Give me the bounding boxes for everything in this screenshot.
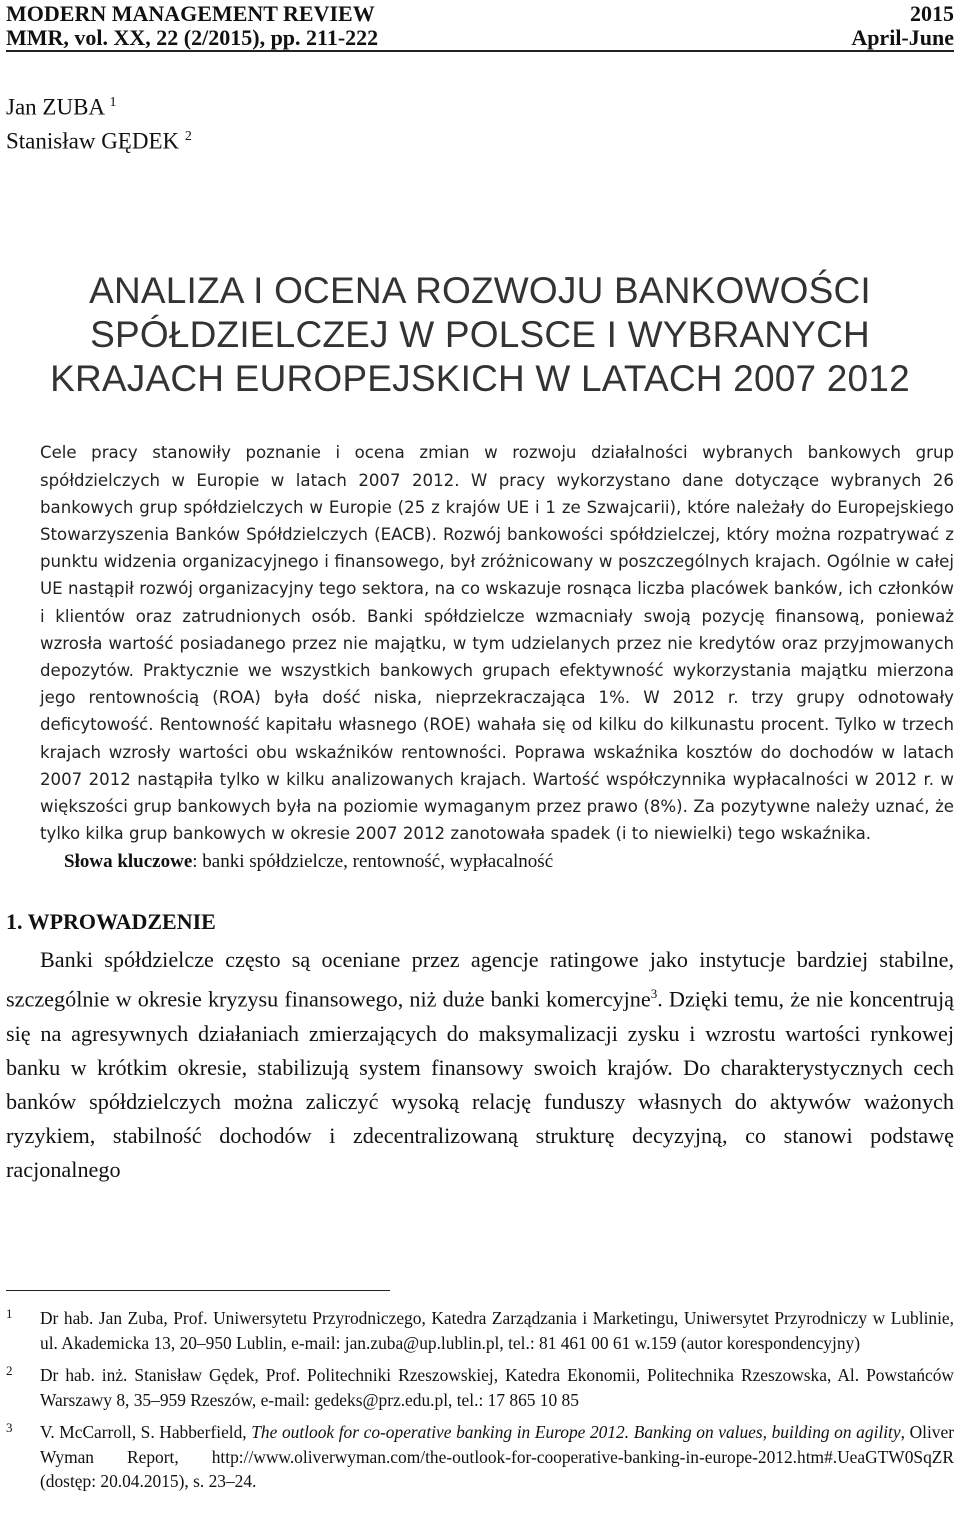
author-footnote-ref[interactable]: 1 (109, 95, 117, 110)
keywords-list: : banki spółdzielcze, rentowność, wypłacalność (192, 851, 554, 873)
footnote-text: V. McCarroll, S. Habberfield, (40, 1422, 252, 1442)
title-line: ANALIZA I OCENA ROZWOJU BANKOWOŚCI (89, 270, 871, 312)
body-text-part: Banki spółdzielcze często są oceniane przez agencje ratingowe jako instytucje bardziej stabilne, szczególnie w okresie kryzysu finansowego, niż duże banki komercyjne (6, 947, 954, 1012)
journal-period: April-June (851, 25, 954, 50)
journal-name: MODERN MANAGEMENT REVIEW (6, 1, 375, 26)
title-line: KRAJACH EUROPEJSKICH W LATACH 2007 2012 (50, 358, 910, 400)
keywords-label: Słowa kluczowe (64, 851, 193, 873)
journal-citation: MMR, vol. XX, 22 (2/2015), pp. 211-222 (6, 25, 379, 50)
footnotes (6, 1306, 954, 1502)
footnote-divider (6, 1290, 390, 1291)
author-footnote-ref[interactable]: 2 (184, 128, 192, 144)
footnote (6, 1420, 954, 1494)
abstract-text: Cele pracy stanowiły poznanie i ocena zmian w rozwoju działalności wybranych bankowych grup spółdzielczych w Europie w latach 2007 2012. W pracy wykorzystano dane dotyczące wybranych 26 bankowych grup spółdzielczych w Europie (25 z krajów UE i 1 ze Szwajcarii), które należały do Europejskiego Stowarzyszenia Banków Spółdzielczych (EACB). Rozwój bankowości spółdzielczej, który można rozpatrywać z punktu widzenia organizacyjnego i finansowego, był zróżnicowany w poszczególnych krajach. Ogólnie w całej UE nastąpił rozwój organizacyjny tego sektora, na co wskazuje rosnąca liczba placówek banków, ich członków i klientów oraz zatrudnionych osób. Banki spółdzielcze wzmacniały swoją pozycję finansową, ponieważ wzrosła wartość posiadanego przez nie majątku, w tym udzielanych przez nie kredytów oraz przyjmowanych depozytów. Praktycznie we wszystkich bankowych grupach efektywność wykorzystania majątku mierzona jego rentownością (ROA) była dość niska, nieprzekraczająca 1%. W 2012 r. trzy grupy odnotowały deficytowość. Rentowność kapitału własnego (ROE) wahała się od kilku do kilkunastu procent. Tylko w trzech krajach wzrosły wartości obu wskaźników rentowności. Poprawa wskaźnika kosztów do dochodów w latach 2007 2012 nastąpiła tylko w kilku analizowanych krajach. Wartość współczynnika wypłacalności w 2012 r. w większości grup bankowych była na poziomie wymaganym przez prawo (8%). Za pozytywne należy uznać, że tylko kilka grup bankowych w okresie 2007 2012 zanotowała spadek (i to niewielki) tego wskaźnika. (40, 443, 954, 844)
footnote-text[interactable]: , Oliver Wyman Report, http://www.oliverwyman.com/the-outlook-for-cooperative-banking-in-europe-2012.htm#.UeaGTW0SqZR (dostęp: 20.04.2015), s. 23–24. (40, 1422, 954, 1491)
author (6, 122, 954, 156)
footnote-text: Dr hab. inż. Stanisław Gędek, Prof. Politechniki Rzeszowskiej, Katedra Ekonomii, Politechnika Rzeszowska, Al. Powstańców Warszawy 8, 35–959 Rzeszów, e-mail: gedeks@prz.edu.pl, tel.: 17 865 10 85 (40, 1365, 954, 1410)
footnote (6, 1306, 954, 1355)
journal-header (6, 0, 954, 52)
title-line: SPÓŁDZIELCZEJ W POLSCE I WYBRANYCH (90, 314, 870, 356)
keywords (64, 849, 954, 875)
author-name: Stanisław GĘDEK (6, 128, 180, 154)
section-body (6, 943, 954, 1186)
journal-year: 2015 (910, 1, 954, 26)
author-name: Jan ZUBA (6, 94, 104, 120)
footnote-title: The outlook for co-operative banking in Europe 2012. Banking on values, building on agility (251, 1422, 901, 1442)
author-list (6, 88, 954, 155)
footnote-text: Dr hab. Jan Zuba, Prof. Uniwersytetu Przyrodniczego, Katedra Zarządzania i Marketingu, Uniwersytet Przyrodniczy w Lublinie, ul. Akademicka 13, 20–950 Lublin, e-mail: jan.zuba@up.lublin.pl, tel.: 81 461 00 61 w.159 (autor korespondencyjny) (40, 1308, 954, 1353)
paper-title (6, 269, 954, 401)
author (6, 88, 954, 122)
section-heading: 1. WPROWADZENIE (6, 909, 216, 935)
footnote-number: 1 (6, 1306, 13, 1321)
footnote-ref[interactable]: 3 (650, 986, 658, 1002)
paper-page (6, 0, 954, 1187)
footnote-number: 3 (6, 1420, 13, 1435)
body-text-part: . Dzięki temu, że nie koncentrują się na agresywnych działaniach zmierzających do maksymalizacji zysku i wzrostu wartości rynkowej banku w krótkim okresie, stabilizują system finansowy swoich krajów. Do charakterystycznych cech banków spółdzielczych można zaliczyć wysoką relację funduszy własnych do aktywów ważonych ryzykiem, stabilność dochodów i zdecentralizowaną strukturę decyzyjną, co stanowi podstawę racjonalnego (6, 986, 954, 1182)
footnote-number: 2 (6, 1363, 13, 1378)
abstract (40, 439, 954, 847)
footnote (6, 1363, 954, 1412)
